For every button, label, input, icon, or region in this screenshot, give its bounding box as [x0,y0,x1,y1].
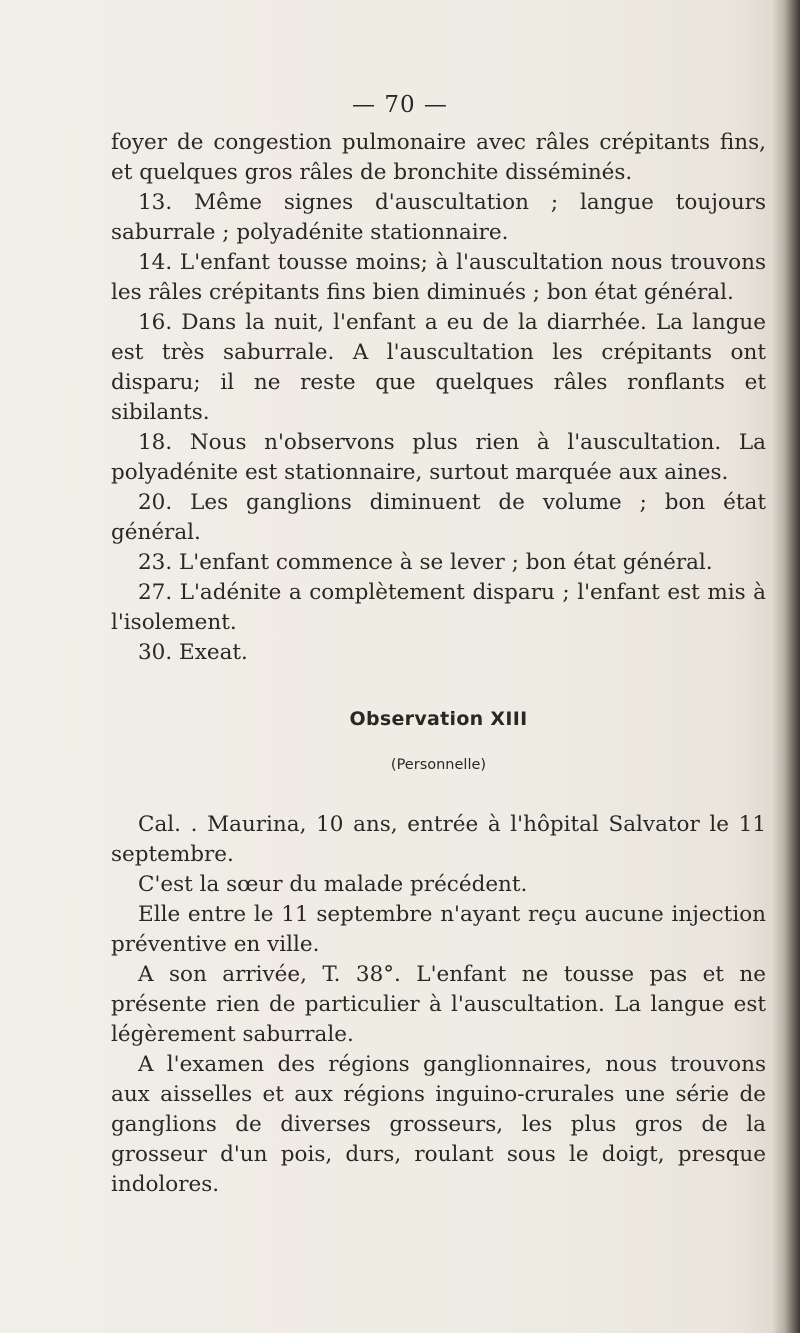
paragraph-day-14: 14. L'enfant tousse moins; à l'auscultation nous trouvons les râles crépitants fins bien diminués ; bon état général. [111,250,766,305]
paragraph-day-18: 18. Nous n'observons plus rien à l'auscultation. La polyadénite est stationnaire, surtout marquée aux aines. [111,430,766,485]
paragraph-continuation: foyer de congestion pulmonaire avec râles crépitants fins, et quelques gros râles de bronchite disséminés. [111,130,766,185]
paragraph-day-13: 13. Même signes d'auscultation ; langue toujours saburrale ; polyadénite stationnaire. [111,190,766,245]
page-edge-shadow [772,0,800,1333]
paragraph-admission: Elle entre le 11 septembre n'ayant reçu aucune injection préventive en ville. [111,902,766,957]
body-text [111,128,766,1200]
paragraph-patient-intro: Cal. . Maurina, 10 ans, entrée à l'hôpital Salvator le 11 septembre. [111,812,766,867]
observation-subtitle: (Personnelle) [390,757,487,773]
page-number: — 70 — [352,92,448,118]
paragraph-day-23: 23. L'enfant commence à se lever ; bon état général. [138,550,713,575]
paragraph-day-20: 20. Les ganglions diminuent de volume ; bon état général. [111,490,766,545]
paragraph-arrival-exam: A son arrivée, T. 38°. L'enfant ne tousse pas et ne présente rien de particulier à l'auscultation. La langue est légèrement saburrale. [111,962,766,1047]
paragraph-sibling-note: C'est la sœur du malade précédent. [138,872,528,897]
paragraph-day-30: 30. Exeat. [138,640,248,665]
paragraph-day-27: 27. L'adénite a complètement disparu ; l'enfant est mis à l'isolement. [111,580,766,635]
observation-title: Observation XIII [349,708,528,730]
paragraph-day-16: 16. Dans la nuit, l'enfant a eu de la diarrhée. La langue est très saburrale. A l'auscultation les crépitants ont disparu; il ne reste que quelques râles ronflants et sibilants. [111,310,766,425]
paragraph-ganglia-exam: A l'examen des régions ganglionnaires, nous trouvons aux aisselles et aux régions inguino-crurales une série de ganglions de diverses grosseurs, les plus gros de la grosseur d'un pois, durs, roulant sous le doigt, presque indolores. [111,1052,766,1197]
